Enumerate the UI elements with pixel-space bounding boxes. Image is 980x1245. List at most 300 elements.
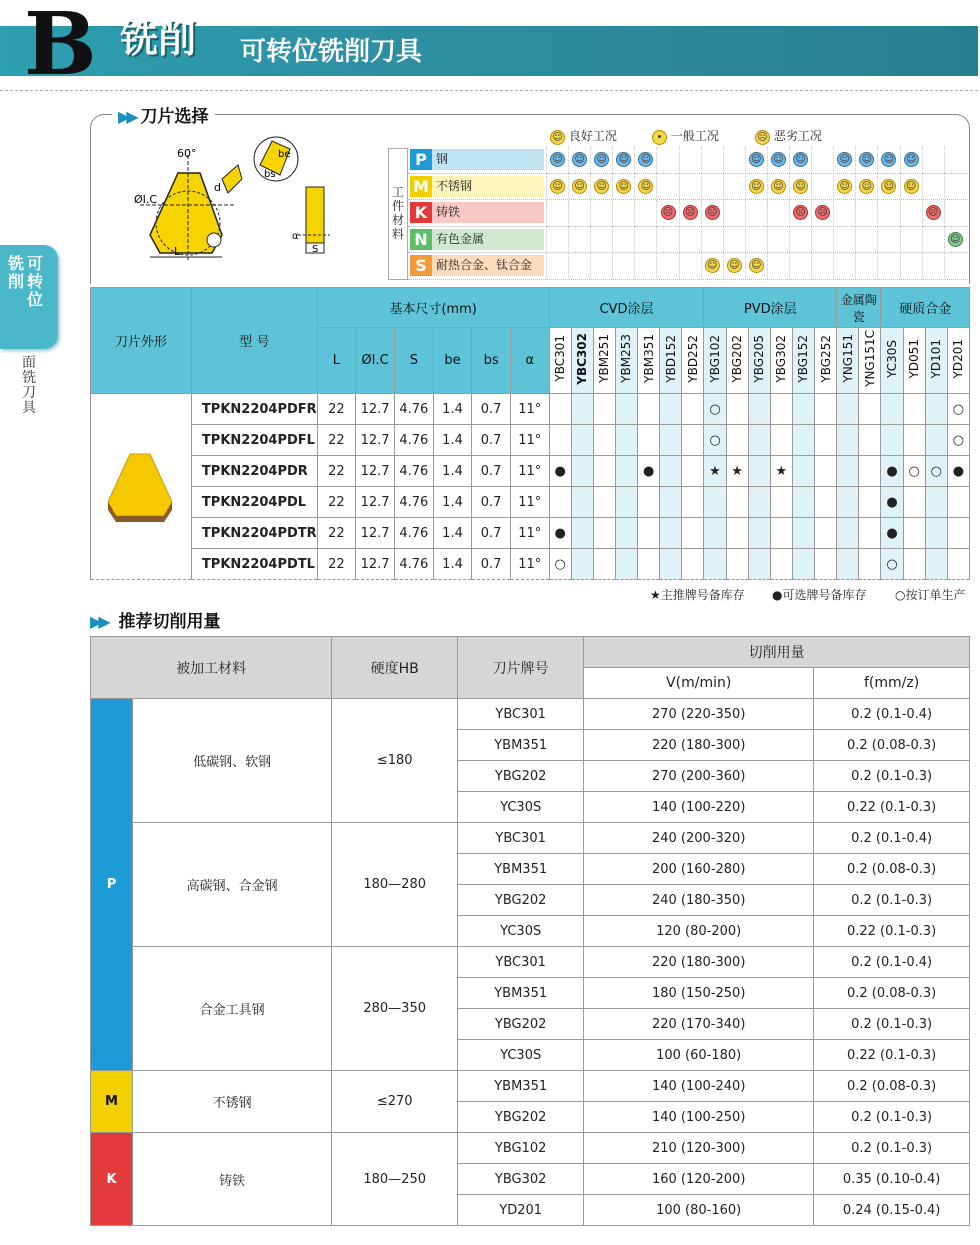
availability-cell [638, 549, 660, 580]
condition-face-icon: ☺ [881, 179, 896, 194]
dim-cell: 1.4 [433, 518, 472, 549]
hardness-cell: ≤180 [332, 699, 458, 823]
dim-cell: 12.7 [356, 456, 395, 487]
model-cell: TPKN2204PDFR [191, 394, 317, 425]
dim-cell: 12.7 [356, 425, 395, 456]
v-cell: 140 (100-240) [584, 1071, 814, 1102]
availability-cell [571, 549, 593, 580]
condition-face-icon: ☺ [837, 179, 852, 194]
condition-face-icon: ☺ [837, 152, 852, 167]
availability-cell [726, 394, 748, 425]
header-divider [0, 90, 978, 91]
cut-col-params: 切削用量 [584, 637, 970, 668]
col-model: 型 号 [191, 288, 317, 394]
footnote-optional: ●可选牌号备库存 [772, 588, 867, 602]
v-cell: 180 (150-250) [584, 978, 814, 1009]
dim-cell: 11° [510, 394, 549, 425]
dim-header: L [317, 328, 355, 394]
availability-cell [925, 394, 947, 425]
insert-table [90, 287, 970, 580]
grade-header: YBM253 [615, 328, 637, 394]
material-label: 工件材料 [388, 148, 408, 280]
availability-cell [660, 394, 682, 425]
availability-cell [748, 518, 770, 549]
availability-cell [748, 394, 770, 425]
grade-cell: YBG302 [458, 1164, 584, 1195]
availability-cell [859, 394, 881, 425]
grade-header: YBC301 [549, 328, 571, 394]
material-row-n [408, 227, 968, 254]
material-cell: 高碳钢、合金钢 [133, 823, 332, 947]
availability-cell: ○ [881, 549, 903, 580]
dim-cell: 4.76 [394, 518, 433, 549]
material-chip: N [410, 229, 432, 250]
grade-header: YBG302 [770, 328, 792, 394]
f-cell: 0.22 (0.1-0.3) [814, 792, 970, 823]
f-cell: 0.2 (0.08-0.3) [814, 854, 970, 885]
hardness-cell: 180—280 [332, 823, 458, 947]
frown-icon: ☹ [755, 130, 770, 145]
condition-face-icon: ☺ [859, 152, 874, 167]
availability-cell [682, 456, 704, 487]
availability-cell [792, 549, 814, 580]
dim-cell: 22 [317, 518, 355, 549]
dim-cell: 1.4 [433, 487, 472, 518]
v-cell: 210 (120-300) [584, 1133, 814, 1164]
model-cell: TPKN2204PDTR [191, 518, 317, 549]
cutting-row [91, 947, 970, 978]
availability-cell [571, 425, 593, 456]
availability-cell: ○ [947, 425, 969, 456]
availability-cell [660, 425, 682, 456]
availability-cell [593, 394, 615, 425]
material-chip: S [410, 255, 432, 276]
availability-cell [704, 549, 726, 580]
availability-cell [615, 549, 637, 580]
grade-header: YBG102 [704, 328, 726, 394]
dim-cell: 4.76 [394, 456, 433, 487]
material-name: 耐热合金、钛合金 [432, 255, 544, 276]
availability-cell [593, 456, 615, 487]
side-tab-line2: 铣削 [7, 254, 24, 291]
availability-cell [726, 487, 748, 518]
dim-cell: 0.7 [472, 549, 511, 580]
grade-header: YBM251 [593, 328, 615, 394]
f-cell: 0.22 (0.1-0.3) [814, 916, 970, 947]
dim-header: ØI.C [356, 328, 395, 394]
availability-cell [593, 487, 615, 518]
availability-cell [815, 549, 837, 580]
grade-cell: YC30S [458, 792, 584, 823]
legend-good: ☺ 良好工况 [550, 127, 617, 145]
cut-col-f: f(mm/z) [814, 668, 970, 699]
group-pvd: PVD涂层 [704, 288, 837, 328]
availability-cell [792, 518, 814, 549]
grade-header: YBG205 [748, 328, 770, 394]
table-row [91, 549, 970, 580]
header-subtitle: 可转位铣削刀具 [240, 37, 423, 67]
grade-cell: YBC301 [458, 823, 584, 854]
cutting-row [91, 1133, 970, 1164]
dim-cell: 12.7 [356, 487, 395, 518]
availability-cell [903, 518, 925, 549]
dim-header: bs [472, 328, 511, 394]
hardness-cell: ≤270 [332, 1071, 458, 1133]
grade-header: YD101 [925, 328, 947, 394]
arrow-icon: ▶▶ [118, 107, 135, 126]
f-cell: 0.2 (0.1-0.4) [814, 699, 970, 730]
availability-cell [859, 456, 881, 487]
availability-cell [549, 394, 571, 425]
f-cell: 0.2 (0.1-0.3) [814, 1133, 970, 1164]
availability-cell [815, 487, 837, 518]
grade-header: YD051 [903, 328, 925, 394]
dim-cell: 11° [510, 518, 549, 549]
condition-face-icon: ☺ [572, 179, 587, 194]
col-dims: 基本尺寸(mm) [317, 288, 549, 328]
grade-cell: YBC301 [458, 947, 584, 978]
dim-cell: 12.7 [356, 549, 395, 580]
arrow-icon: ▶▶ [90, 612, 107, 631]
dim-cell: 11° [510, 487, 549, 518]
condition-face-icon: ☺ [904, 179, 919, 194]
v-cell: 100 (60-180) [584, 1040, 814, 1071]
v-cell: 220 (170-340) [584, 1009, 814, 1040]
availability-cell [925, 518, 947, 549]
condition-face-icon: ☺ [881, 152, 896, 167]
condition-face-icon: ☺ [749, 179, 764, 194]
grade-header: YC30S [881, 328, 903, 394]
model-cell: TPKN2204PDR [191, 456, 317, 487]
availability-cell [704, 518, 726, 549]
v-cell: 100 (80-160) [584, 1195, 814, 1226]
grade-cell: YBM351 [458, 854, 584, 885]
availability-cell [660, 518, 682, 549]
availability-cell [947, 518, 969, 549]
material-row-m [408, 174, 968, 201]
availability-cell: ○ [947, 394, 969, 425]
availability-cell [615, 487, 637, 518]
availability-cell [925, 425, 947, 456]
dim-cell: 22 [317, 456, 355, 487]
grade-cell: YBG202 [458, 761, 584, 792]
model-cell: TPKN2204PDFL [191, 425, 317, 456]
f-cell: 0.2 (0.1-0.4) [814, 947, 970, 978]
hardness-cell: 180—250 [332, 1133, 458, 1226]
grade-header: YBD152 [660, 328, 682, 394]
availability-cell: ○ [704, 425, 726, 456]
availability-cell [660, 487, 682, 518]
availability-cell [638, 425, 660, 456]
v-cell: 270 (200-360) [584, 761, 814, 792]
col-shape: 刀片外形 [91, 288, 192, 394]
availability-cell [571, 394, 593, 425]
dim-cell: 22 [317, 425, 355, 456]
condition-face-icon: ☺ [638, 152, 653, 167]
cutting-table [90, 636, 970, 1226]
section-letter: B [24, 0, 97, 95]
condition-face-icon: ☺ [594, 152, 609, 167]
grade-header: YBG202 [726, 328, 748, 394]
v-cell: 140 (100-250) [584, 1102, 814, 1133]
availability-cell: ● [638, 456, 660, 487]
availability-cell [726, 549, 748, 580]
availability-cell [682, 425, 704, 456]
condition-face-icon: ☺ [948, 232, 963, 247]
dim-cell: 0.7 [472, 518, 511, 549]
availability-cell [682, 487, 704, 518]
dim-cell: 0.7 [472, 487, 511, 518]
dim-cell: 1.4 [433, 549, 472, 580]
availability-cell: ○ [903, 456, 925, 487]
dim-header: S [394, 328, 433, 394]
material-name: 钢 [432, 149, 544, 170]
availability-cell [792, 456, 814, 487]
group-cvd: CVD涂层 [549, 288, 704, 328]
cut-col-material: 被加工材料 [91, 637, 332, 699]
availability-cell [638, 518, 660, 549]
availability-cell [704, 487, 726, 518]
condition-face-icon: ☹ [661, 205, 676, 220]
grade-cell: YC30S [458, 1040, 584, 1071]
grade-header: YNG151C [859, 328, 881, 394]
cutting-section-title: ▶▶ 推荐切削用量 [90, 612, 221, 632]
dim-cell: 1.4 [433, 425, 472, 456]
dim-cell: 4.76 [394, 394, 433, 425]
v-cell: 140 (100-220) [584, 792, 814, 823]
availability-cell [903, 425, 925, 456]
table-row [91, 394, 970, 425]
f-cell: 0.35 (0.10-0.4) [814, 1164, 970, 1195]
smile-icon: ☺ [550, 130, 565, 145]
availability-cell [682, 518, 704, 549]
availability-cell [792, 394, 814, 425]
condition-face-icon: ☺ [749, 152, 764, 167]
material-group-p: P [91, 699, 133, 1071]
material-row-p [408, 147, 968, 174]
grade-header: YBC302 [571, 328, 593, 394]
material-row-s [408, 253, 968, 280]
availability-cell [792, 425, 814, 456]
availability-cell [682, 549, 704, 580]
availability-cell: ○ [925, 456, 947, 487]
availability-cell: ● [881, 518, 903, 549]
f-cell: 0.2 (0.1-0.4) [814, 823, 970, 854]
condition-face-icon: ☺ [638, 179, 653, 194]
availability-cell [748, 487, 770, 518]
availability-cell [726, 518, 748, 549]
availability-cell: ★ [770, 456, 792, 487]
cut-col-v: V(m/min) [584, 668, 814, 699]
availability-cell: ● [947, 456, 969, 487]
f-cell: 0.2 (0.1-0.3) [814, 1102, 970, 1133]
side-tab-line1: 可转位 [26, 254, 43, 309]
f-cell: 0.2 (0.1-0.3) [814, 1009, 970, 1040]
availability-cell: ○ [704, 394, 726, 425]
availability-cell [660, 456, 682, 487]
availability-cell [571, 518, 593, 549]
group-carbide: 硬质合金 [881, 288, 970, 328]
v-cell: 220 (180-300) [584, 947, 814, 978]
material-name: 不锈钢 [432, 176, 544, 197]
availability-cell: ○ [549, 549, 571, 580]
availability-cell [837, 518, 859, 549]
availability-cell [837, 549, 859, 580]
availability-cell [549, 487, 571, 518]
diagram-s-label: S [312, 244, 319, 255]
grade-header: YBG152 [792, 328, 814, 394]
dim-cell: 1.4 [433, 456, 472, 487]
material-group-m: M [91, 1071, 133, 1133]
material-cell: 合金工具钢 [133, 947, 332, 1071]
availability-cell [615, 425, 637, 456]
grade-cell: YBG202 [458, 1009, 584, 1040]
condition-face-icon: ☺ [793, 152, 808, 167]
f-cell: 0.2 (0.1-0.3) [814, 761, 970, 792]
condition-face-icon: ☺ [550, 152, 565, 167]
availability-cell [615, 456, 637, 487]
material-cell: 低碳钢、软钢 [133, 699, 332, 823]
availability-cell [837, 487, 859, 518]
availability-cell: ● [881, 456, 903, 487]
availability-cell [549, 425, 571, 456]
availability-cell: ★ [726, 456, 748, 487]
material-row-k [408, 200, 968, 227]
hardness-cell: 280—350 [332, 947, 458, 1071]
condition-face-icon: ☺ [705, 258, 720, 273]
diagram-angle-label: 60° [177, 147, 197, 160]
availability-cell [925, 487, 947, 518]
condition-face-icon: ☹ [683, 205, 698, 220]
material-grid [408, 147, 968, 280]
v-cell: 120 (80-200) [584, 916, 814, 947]
model-cell: TPKN2204PDL [191, 487, 317, 518]
grade-header: YBG252 [815, 328, 837, 394]
grade-header: YNG151 [837, 328, 859, 394]
header-title: 铣削 [120, 17, 197, 61]
availability-cell [682, 394, 704, 425]
condition-face-icon: ☹ [815, 205, 830, 220]
condition-face-icon: ☺ [904, 152, 919, 167]
v-cell: 160 (120-200) [584, 1164, 814, 1195]
availability-cell [859, 425, 881, 456]
cut-col-grade: 刀片牌号 [458, 637, 584, 699]
condition-face-icon: ☹ [926, 205, 941, 220]
grade-cell: YBM351 [458, 978, 584, 1009]
availability-cell [859, 518, 881, 549]
condition-face-icon: ☺ [550, 179, 565, 194]
table-row [91, 425, 970, 456]
f-cell: 0.2 (0.1-0.3) [814, 885, 970, 916]
condition-face-icon: ☺ [727, 258, 742, 273]
v-cell: 200 (160-280) [584, 854, 814, 885]
availability-cell [925, 549, 947, 580]
availability-cell [638, 394, 660, 425]
availability-cell [815, 394, 837, 425]
material-chip: P [410, 149, 432, 170]
availability-cell [748, 425, 770, 456]
availability-cell [593, 425, 615, 456]
dim-cell: 1.4 [433, 394, 472, 425]
availability-cell [638, 487, 660, 518]
availability-cell [792, 487, 814, 518]
grade-cell: YBM351 [458, 1071, 584, 1102]
neutral-face-icon: • [652, 130, 667, 145]
footnote-order: ○按订单生产 [895, 588, 966, 602]
availability-cell [903, 394, 925, 425]
grade-cell: YD201 [458, 1195, 584, 1226]
f-cell: 0.2 (0.08-0.3) [814, 1071, 970, 1102]
availability-cell [770, 549, 792, 580]
table-row [91, 487, 970, 518]
grade-header: YD201 [947, 328, 969, 394]
v-cell: 240 (200-320) [584, 823, 814, 854]
material-name: 有色金属 [432, 229, 544, 250]
dim-cell: 4.76 [394, 487, 433, 518]
condition-face-icon: ☺ [572, 152, 587, 167]
insert-section-title: ▶▶ 刀片选择 [112, 102, 215, 127]
dim-cell: 4.76 [394, 549, 433, 580]
availability-cell [815, 518, 837, 549]
availability-cell [903, 487, 925, 518]
grade-cell: YBG102 [458, 1133, 584, 1164]
grade-header: YBM351 [638, 328, 660, 394]
grade-cell: YBC301 [458, 699, 584, 730]
availability-cell [726, 425, 748, 456]
material-chip: M [410, 176, 432, 197]
dim-cell: 22 [317, 394, 355, 425]
condition-face-icon: ☺ [859, 179, 874, 194]
condition-face-icon: ☺ [749, 258, 764, 273]
condition-face-icon: ☹ [705, 205, 720, 220]
v-cell: 220 (180-300) [584, 730, 814, 761]
condition-face-icon: ☺ [771, 152, 786, 167]
dim-cell: 22 [317, 549, 355, 580]
grade-header: YBD252 [682, 328, 704, 394]
material-cell: 铸铁 [133, 1133, 332, 1226]
dim-cell: 11° [510, 549, 549, 580]
availability-cell [571, 487, 593, 518]
f-cell: 0.2 (0.08-0.3) [814, 978, 970, 1009]
dim-cell: 22 [317, 487, 355, 518]
availability-cell: ● [549, 518, 571, 549]
availability-cell: ● [549, 456, 571, 487]
dim-cell: 12.7 [356, 394, 395, 425]
material-chip: K [410, 202, 432, 223]
grade-cell: YBG202 [458, 1102, 584, 1133]
dim-header: α [510, 328, 549, 394]
availability-cell [770, 487, 792, 518]
availability-cell [837, 456, 859, 487]
cut-col-hardness: 硬度HB [332, 637, 458, 699]
material-group-k: K [91, 1133, 133, 1226]
f-cell: 0.2 (0.08-0.3) [814, 730, 970, 761]
availability-cell [615, 394, 637, 425]
cutting-row [91, 699, 970, 730]
availability-cell [947, 487, 969, 518]
insert-geometry-diagram [130, 135, 340, 265]
f-cell: 0.24 (0.15-0.4) [814, 1195, 970, 1226]
availability-cell: ★ [704, 456, 726, 487]
condition-face-icon: ☺ [616, 152, 631, 167]
availability-cell [859, 487, 881, 518]
dim-header: be [433, 328, 472, 394]
condition-face-icon: ☺ [793, 179, 808, 194]
dim-cell: 0.7 [472, 394, 511, 425]
availability-cell [593, 518, 615, 549]
legend-general: • 一般工况 [652, 127, 719, 145]
availability-cell [615, 518, 637, 549]
